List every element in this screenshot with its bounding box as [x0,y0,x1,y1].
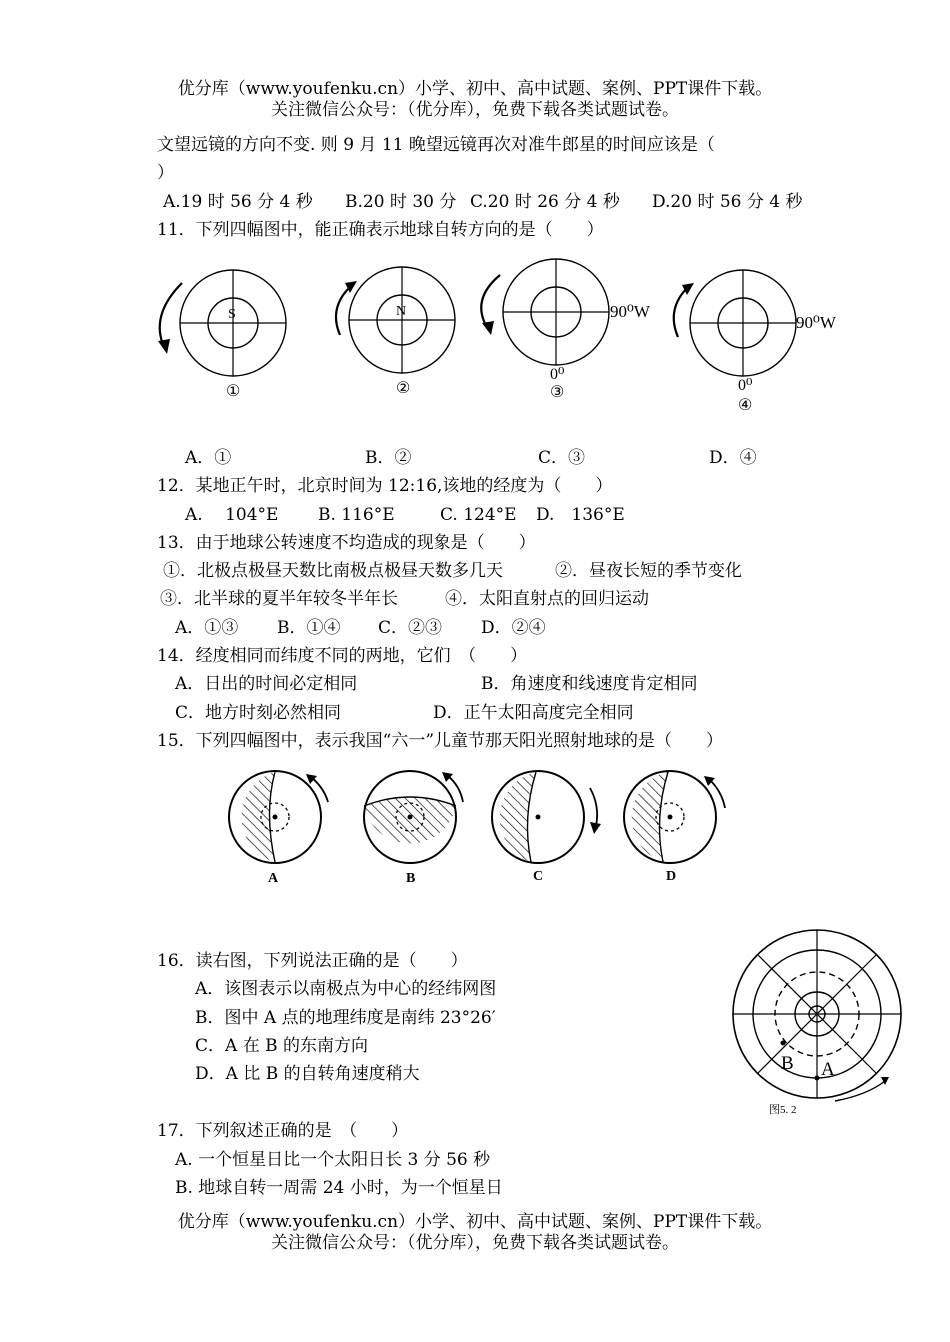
q16-point-a [815,1076,820,1081]
q11-rotation-figures [140,255,860,420]
q14-stem: 14．经度相同而纬度不同的两地，它们 （ ） [157,646,528,666]
header-line-1: 优分库（www.youfenku.cn）小学、初中、高中试题、案例、PPT课件下载。 [177,79,773,99]
q13-item-1: ①．北极点极昼天数比南极点极昼天数多几天 [163,561,503,581]
q15-fig-d-label: D [666,869,677,884]
q11-figure-4 [674,270,837,414]
q11-fig3-label-90w: 90⁰W [610,302,650,321]
q12-option-b: B. 116°E [318,505,395,525]
q11-fig4-label-90w: 90⁰W [796,313,836,332]
q11-fig4-arrow [674,287,688,337]
q16-stem: 16．读右图，下列说法正确的是（ ） [157,951,468,971]
q15-fig-c-label: C [533,869,544,884]
q15-fig-a-label: A [268,871,279,886]
q11-fig3-label-0: 0⁰ [550,366,565,383]
q12-option-a: A. 104°E [185,505,279,525]
q11-fig4-label-0: 0⁰ [738,377,753,394]
q16-option-b: B．图中 A 点的地理纬度是南纬 23°26′ [195,1008,496,1028]
q11-figure-1 [158,270,286,400]
q11-option-a: A．① [185,448,232,468]
q10-stem-cont-2: ） [157,163,174,183]
q13-option-c: C．②③ [378,618,443,638]
q17-option-a: A. 一个恒星日比一个太阳日长 3 分 56 秒 [175,1150,491,1170]
q12-option-c: C. 124°E [440,505,517,525]
q17-stem: 17．下列叙述正确的是 （ ） [157,1121,409,1141]
q13-item-3: ③．北半球的夏半年较冬半年长 [160,589,398,609]
q11-fig4-number: ④ [738,397,753,414]
footer-line-2: 关注微信公众号：（优分库），免费下载各类试题试卷。 [271,1233,679,1253]
q11-fig1-label-s: S [228,307,236,322]
q17-option-b: B. 地球自转一周需 24 小时，为一个恒星日 [175,1178,503,1198]
q13-item-2: ②．昼夜长短的季节变化 [555,561,742,581]
q12-option-d: D. 136°E [536,505,625,525]
q11-figure-2 [336,267,455,397]
q16-label-b: B [781,1053,794,1074]
q11-stem: 11．下列四幅图中，能正确表示地球自转方向的是（ ） [157,220,604,240]
q13-option-a: A．①③ [175,618,239,638]
q14-option-b: B．角速度和线速度肯定相同 [481,674,698,694]
q14-option-c: C．地方时刻必然相同 [175,703,342,723]
q15-figure-a [229,771,328,886]
q11-fig1-number: ① [226,383,241,400]
q15-fig-b-label: B [406,871,416,886]
q11-fig3-arrow [481,275,500,329]
q13-item-4: ④．太阳直射点的回归运动 [445,589,649,609]
q16-option-d: D．A 比 B 的自转角速度稍大 [195,1064,420,1084]
q11-fig3-number: ③ [550,384,565,401]
q13-option-d: D．②④ [481,618,546,638]
q16-option-c: C．A 在 B 的东南方向 [195,1036,368,1056]
q15-figure-b [364,771,463,886]
q11-fig2-label-n: N [396,304,407,319]
q15-illumination-figures [220,762,740,887]
q14-option-d: D．正午太阳高度完全相同 [433,703,634,723]
q15-figure-c [492,771,601,884]
q16-polar-grid-figure [725,925,905,1120]
q11-option-b: B．② [365,448,412,468]
q16-point-b [781,1041,786,1046]
q13-option-b: B．①④ [277,618,341,638]
q12-stem: 12．某地正午时，北京时间为 12:16,该地的经度为（ ） [157,476,613,496]
q11-fig2-number: ② [396,380,411,397]
q15-stem: 15．下列四幅图中，表示我国“六一”儿童节那天阳光照射地球的是（ ） [157,731,724,751]
q10-stem-cont: 文望远镜的方向不变. 则 9 月 11 晚望远镜再次对准牛郎星的时间应该是（ [157,135,715,155]
q13-stem: 13．由于地球公转速度不均造成的现象是（ ） [157,533,536,553]
q11-option-d: D．④ [709,448,757,468]
q11-fig1-arrow [160,283,182,347]
q16-figure-caption: 图5. 2 [769,1104,797,1116]
q16-option-a: A．该图表示以南极点为中心的经纬网图 [195,979,497,999]
footer-line-1: 优分库（www.youfenku.cn）小学、初中、高中试题、案例、PPT课件下载。 [177,1212,773,1232]
q10-option-a: A.19 时 56 分 4 秒 [163,192,313,212]
header-line-2: 关注微信公众号：（优分库），免费下载各类试题试卷。 [271,100,679,120]
q14-option-a: A．日出的时间必定相同 [175,674,358,694]
q10-option-b: B.20 时 30 分 [345,192,457,212]
q16-label-a: A [821,1059,835,1080]
q11-figure-3 [481,259,651,401]
q11-option-c: C．③ [538,448,586,468]
q15-figure-d [624,771,725,884]
q10-option-c: C.20 时 26 分 4 秒 [470,192,620,212]
q10-option-d: D.20 时 56 分 4 秒 [652,192,803,212]
